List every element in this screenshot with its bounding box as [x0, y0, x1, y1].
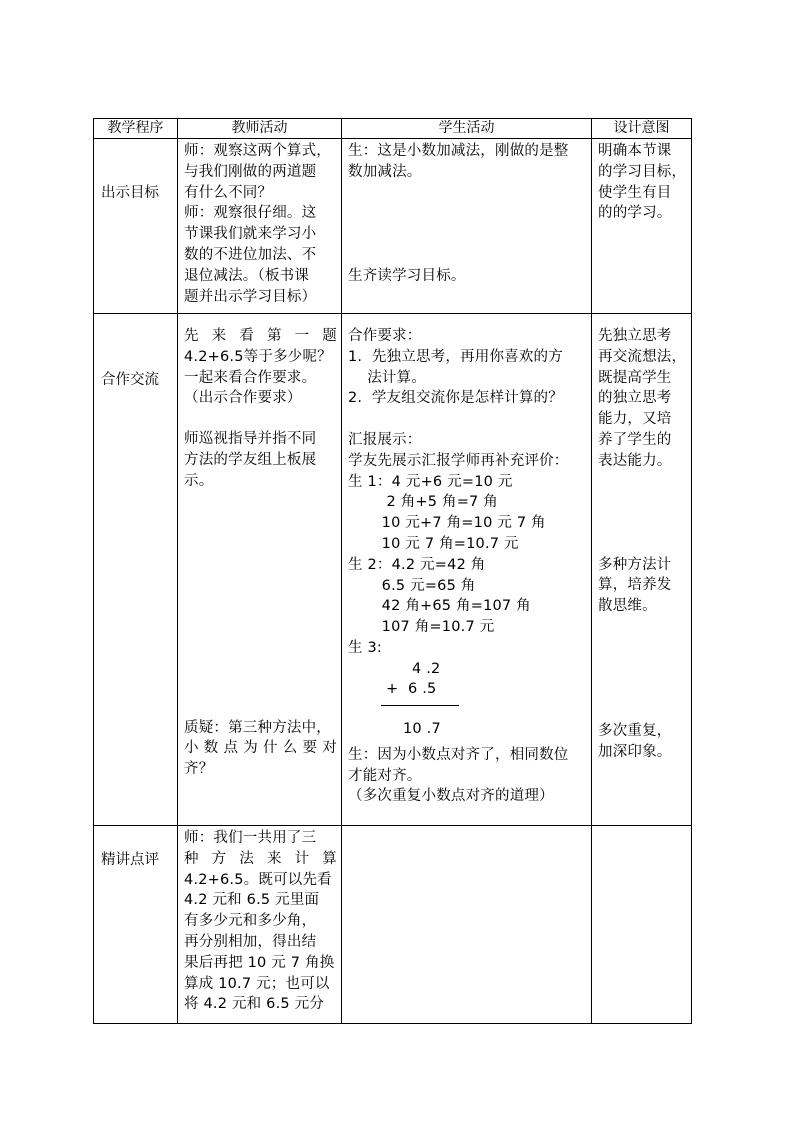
text-line: 算成 10.7 元；也可以 — [184, 975, 330, 992]
text-line: 合作要求： — [348, 328, 422, 344]
row-show-goals — [94, 139, 692, 314]
text-line: 小数点为什么要对 — [184, 740, 337, 757]
text-line: 齐？ — [184, 761, 214, 778]
text-line: 107 角=10.7 元 — [348, 619, 495, 636]
text-line: 种方法来计算 — [184, 850, 337, 867]
text-line: 再交流想法， — [598, 348, 687, 365]
text-line: 质疑：第三种方法中， — [184, 719, 331, 736]
text-line: 养了学生的 — [598, 431, 672, 448]
text-line: 题并出示学习目标） — [184, 288, 317, 305]
text-line: 算，培养发 — [598, 577, 672, 594]
text-line: 2 角+5 角=7 角 — [348, 494, 498, 511]
procedure-label: 出示目标 — [101, 185, 159, 201]
text-line: 才能对齐。 — [348, 767, 422, 784]
row-cooperate — [94, 314, 692, 826]
text-line: 学友先展示汇报学师再补充评价： — [348, 452, 569, 469]
text-line: 1. 先独立思考，再用你喜欢的方 — [348, 348, 563, 365]
text-line: 4.2+6.5。既可以先看 — [184, 871, 332, 888]
procedure-label: 精讲点评 — [101, 852, 159, 868]
header-procedure: 教学程序 — [94, 119, 178, 139]
text-line: 的学习目标， — [598, 163, 687, 180]
teacher-cell — [178, 139, 342, 314]
text-line: 4.2+6.5等于多少呢？ — [184, 348, 332, 365]
row-explain-review — [94, 826, 692, 1024]
text-line — [348, 409, 587, 430]
text-line: 节课我们就来学习小 — [184, 226, 317, 243]
teacher-cell — [178, 314, 342, 826]
sum-line — [381, 705, 459, 706]
lesson-plan-table — [93, 118, 692, 1024]
student-cell — [342, 826, 592, 1024]
text-line: 4.2 元和 6.5 元里面 — [184, 892, 320, 909]
teacher-text — [178, 826, 341, 1015]
text-line: 10 元 7 角=10.7 元 — [348, 535, 519, 552]
procedure-cell — [94, 314, 178, 826]
procedure-cell — [94, 139, 178, 314]
teacher-text — [178, 314, 341, 780]
text-line: 生：这是小数加减法，刚做的是整 — [348, 143, 569, 159]
text-line: 与我们刚做的两道题 — [184, 163, 317, 180]
text-line: 散思维。 — [598, 598, 657, 615]
text-line: 师巡视指导并指不同 — [184, 431, 317, 448]
text-line: 先独立思考 — [598, 328, 672, 344]
text-line: 果后再把 10 元 7 角换 — [184, 954, 335, 971]
text-line: 汇报展示： — [348, 431, 422, 448]
text-line: 有什么不同？ — [184, 184, 273, 201]
text-line: 先来看第一题 — [184, 328, 337, 344]
text-line: 生 2：4.2 元=42 角 — [348, 556, 486, 573]
text-line: 的的学习。 — [598, 205, 672, 222]
vertical-addition — [348, 659, 587, 741]
text-line: 2. 学友组交流你是怎样计算的？ — [348, 390, 563, 407]
text-line: 将 4.2 元和 6.5 元分 — [184, 996, 325, 1013]
sum-result: 10 .7 — [403, 720, 441, 737]
addend-1: 4 .2 — [412, 660, 441, 677]
text-line: 的独立思考 — [598, 390, 672, 407]
text-line: 师：我们一共用了三 — [184, 830, 317, 846]
text-line: 师：观察这两个算式， — [184, 143, 331, 159]
text-line: 生 1：4 元+6 元=10 元 — [348, 473, 513, 490]
text-line: 使学生有目 — [598, 184, 672, 201]
text-line: 一起来看合作要求。 — [184, 369, 317, 386]
text-line: 方法的学友组上板展 — [184, 451, 317, 468]
intent-cell — [592, 314, 692, 826]
text-line: （多次重复小数点对齐的道理） — [348, 788, 554, 805]
header-teacher-activity: 教师活动 — [178, 119, 342, 139]
text-line: 42 角+65 角=107 角 — [348, 598, 531, 615]
text-line: 生齐读学习目标。 — [348, 267, 466, 284]
text-line: 有多少元和多少角， — [184, 913, 317, 930]
student-text — [342, 314, 591, 807]
intent-text — [592, 314, 691, 763]
procedure-cell — [94, 826, 178, 1024]
text-line: 6.5 元=65 角 — [348, 577, 476, 594]
text-line: 多种方法计 — [598, 556, 672, 573]
text-line: 明确本节课 — [598, 143, 672, 159]
text-line: 多次重复， — [598, 722, 672, 739]
text-line: （出示合作要求） — [184, 390, 302, 407]
text-line: 能力，又培 — [598, 411, 672, 428]
header-student-activity: 学生活动 — [342, 119, 592, 139]
addend-2: + 6 .5 — [386, 680, 437, 697]
header-row — [94, 119, 692, 139]
student-cell — [342, 139, 592, 314]
intent-text — [592, 139, 691, 224]
text-line: 数加减法。 — [348, 163, 422, 180]
header-design-intent: 设计意图 — [592, 119, 692, 139]
intent-cell — [592, 139, 692, 314]
text-line: 表达能力。 — [598, 452, 672, 469]
text-line: 生：因为小数点对齐了，相同数位 — [348, 746, 569, 763]
student-cell — [342, 314, 592, 826]
text-line: 加深印象。 — [598, 743, 672, 760]
text-line: 数的不进位加法、不 — [184, 246, 317, 263]
text-line: 示。 — [184, 472, 214, 489]
procedure-label: 合作交流 — [101, 372, 159, 388]
intent-cell — [592, 826, 692, 1024]
text-line: 再分别相加，得出结 — [184, 933, 317, 950]
text-line: 生 3: — [348, 639, 383, 656]
text-line: 退位减法。（板书课 — [184, 267, 310, 284]
text-line: 法计算。 — [348, 369, 427, 386]
teacher-text — [178, 139, 341, 307]
student-text — [342, 139, 591, 286]
text-line: 10 元+7 角=10 元 7 角 — [348, 515, 546, 532]
text-line: 师：观察很仔细。这 — [184, 205, 317, 222]
text-line: 既提高学生 — [598, 369, 672, 386]
teacher-cell — [178, 826, 342, 1024]
